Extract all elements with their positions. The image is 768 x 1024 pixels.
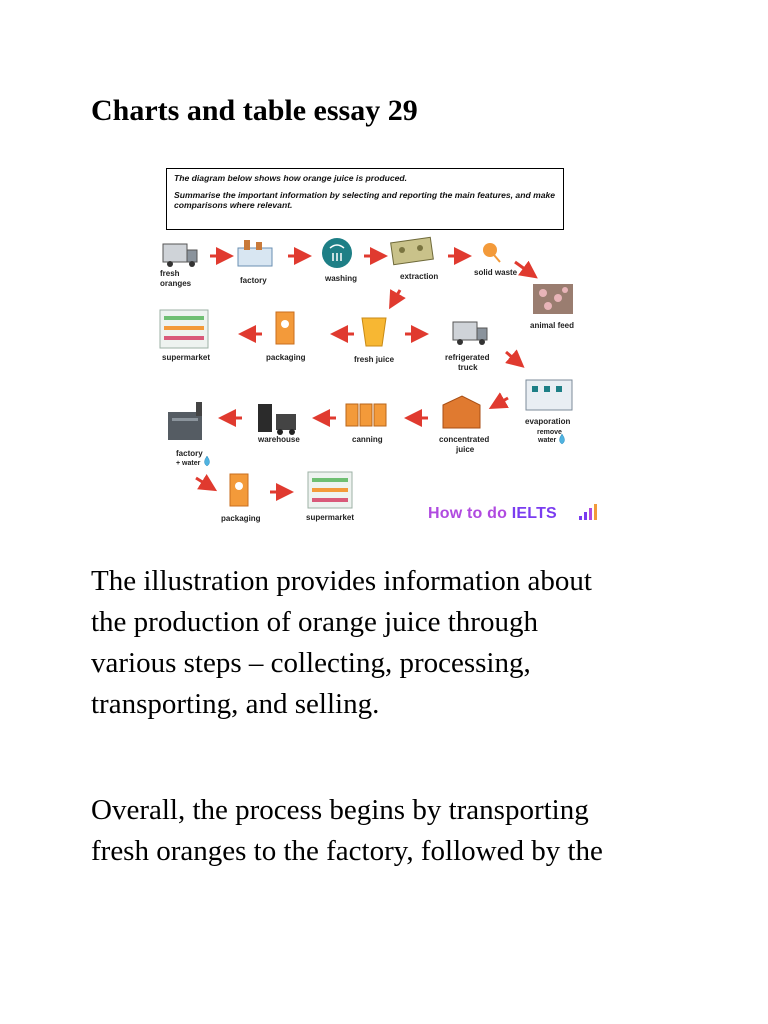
truck-icon [163, 244, 197, 267]
label-fresh-juice: fresh juice [354, 355, 395, 364]
factory-icon [238, 240, 272, 266]
signal-bars-icon [579, 504, 597, 520]
flow-arrows [196, 256, 533, 492]
packaging-icon [276, 312, 294, 344]
paragraph-2-line-1: Overall, the process begins by transporting [91, 794, 589, 826]
evaporation-icon [526, 380, 572, 410]
label-evaporation: evaporation [525, 417, 571, 426]
label-packaging: packaging [266, 353, 306, 362]
paragraph-1 [91, 561, 691, 725]
label-factory-water-2: + water [176, 460, 201, 467]
brand-part-1: How to do [428, 505, 512, 522]
concentrated-juice-icon [443, 396, 480, 428]
prompt-line-1: The diagram below shows how orange juice is produced. [174, 173, 408, 183]
refrigerated-truck-icon [453, 322, 487, 345]
label-packaging-2: packaging [221, 514, 261, 523]
washing-icon [322, 238, 352, 268]
label-extraction: extraction [400, 272, 439, 281]
prompt-line-2: Summarise the important information by selecting and reporting the main features, and make comparisons where relevant. [174, 189, 556, 210]
label-animal-feed: animal feed [530, 321, 575, 330]
label-washing: washing [325, 274, 358, 283]
label-canning: canning [352, 435, 383, 444]
paragraph-2-line-2: fresh oranges to the factory, followed by the [91, 835, 603, 867]
paragraph-1-line-2: the production of orange juice through [91, 606, 538, 638]
brand-part-2: IELTS [511, 505, 557, 522]
canning-icon [346, 404, 386, 426]
label-refrigerated-1: refrigerated [445, 353, 490, 362]
orange-juice-process-diagram [150, 160, 610, 540]
animal-feed-icon [533, 284, 573, 314]
label-supermarket: supermarket [162, 353, 211, 362]
label-supermarket-2: supermarket [306, 513, 355, 522]
solid-waste-icon [483, 243, 500, 262]
label-refrigerated-2: truck [458, 363, 478, 372]
page-title: Charts and table essay 29 [91, 94, 418, 127]
label-concentrated-2: juice [456, 445, 475, 454]
label-fresh-oranges-1: fresh [160, 269, 180, 278]
fresh-juice-icon [362, 318, 386, 346]
label-remove-water-2: water [538, 437, 557, 444]
brand-logo [428, 505, 557, 523]
supermarket-icon [160, 310, 208, 348]
label-solid-waste: solid waste [474, 268, 518, 277]
label-fresh-oranges-2: oranges [160, 279, 192, 288]
paragraph-1-line-4: transporting, and selling. [91, 688, 380, 720]
warehouse-icon [258, 404, 296, 435]
label-warehouse: warehouse [258, 435, 300, 444]
label-factory: factory [240, 276, 267, 285]
supermarket-icon-2 [308, 472, 352, 508]
extraction-icon [391, 237, 434, 264]
label-remove-water-1: remove [537, 429, 562, 436]
label-factory-water-1: factory [176, 449, 203, 458]
label-concentrated-1: concentrated [439, 435, 490, 444]
packaging-icon-2 [230, 474, 248, 506]
paragraph-1-line-1: The illustration provides information about [91, 565, 592, 597]
water-drop-icon-2 [205, 456, 210, 466]
paragraph-2 [91, 790, 691, 872]
factory-building-icon [168, 402, 202, 440]
paragraph-1-line-3: various steps – collecting, processing, [91, 647, 531, 679]
